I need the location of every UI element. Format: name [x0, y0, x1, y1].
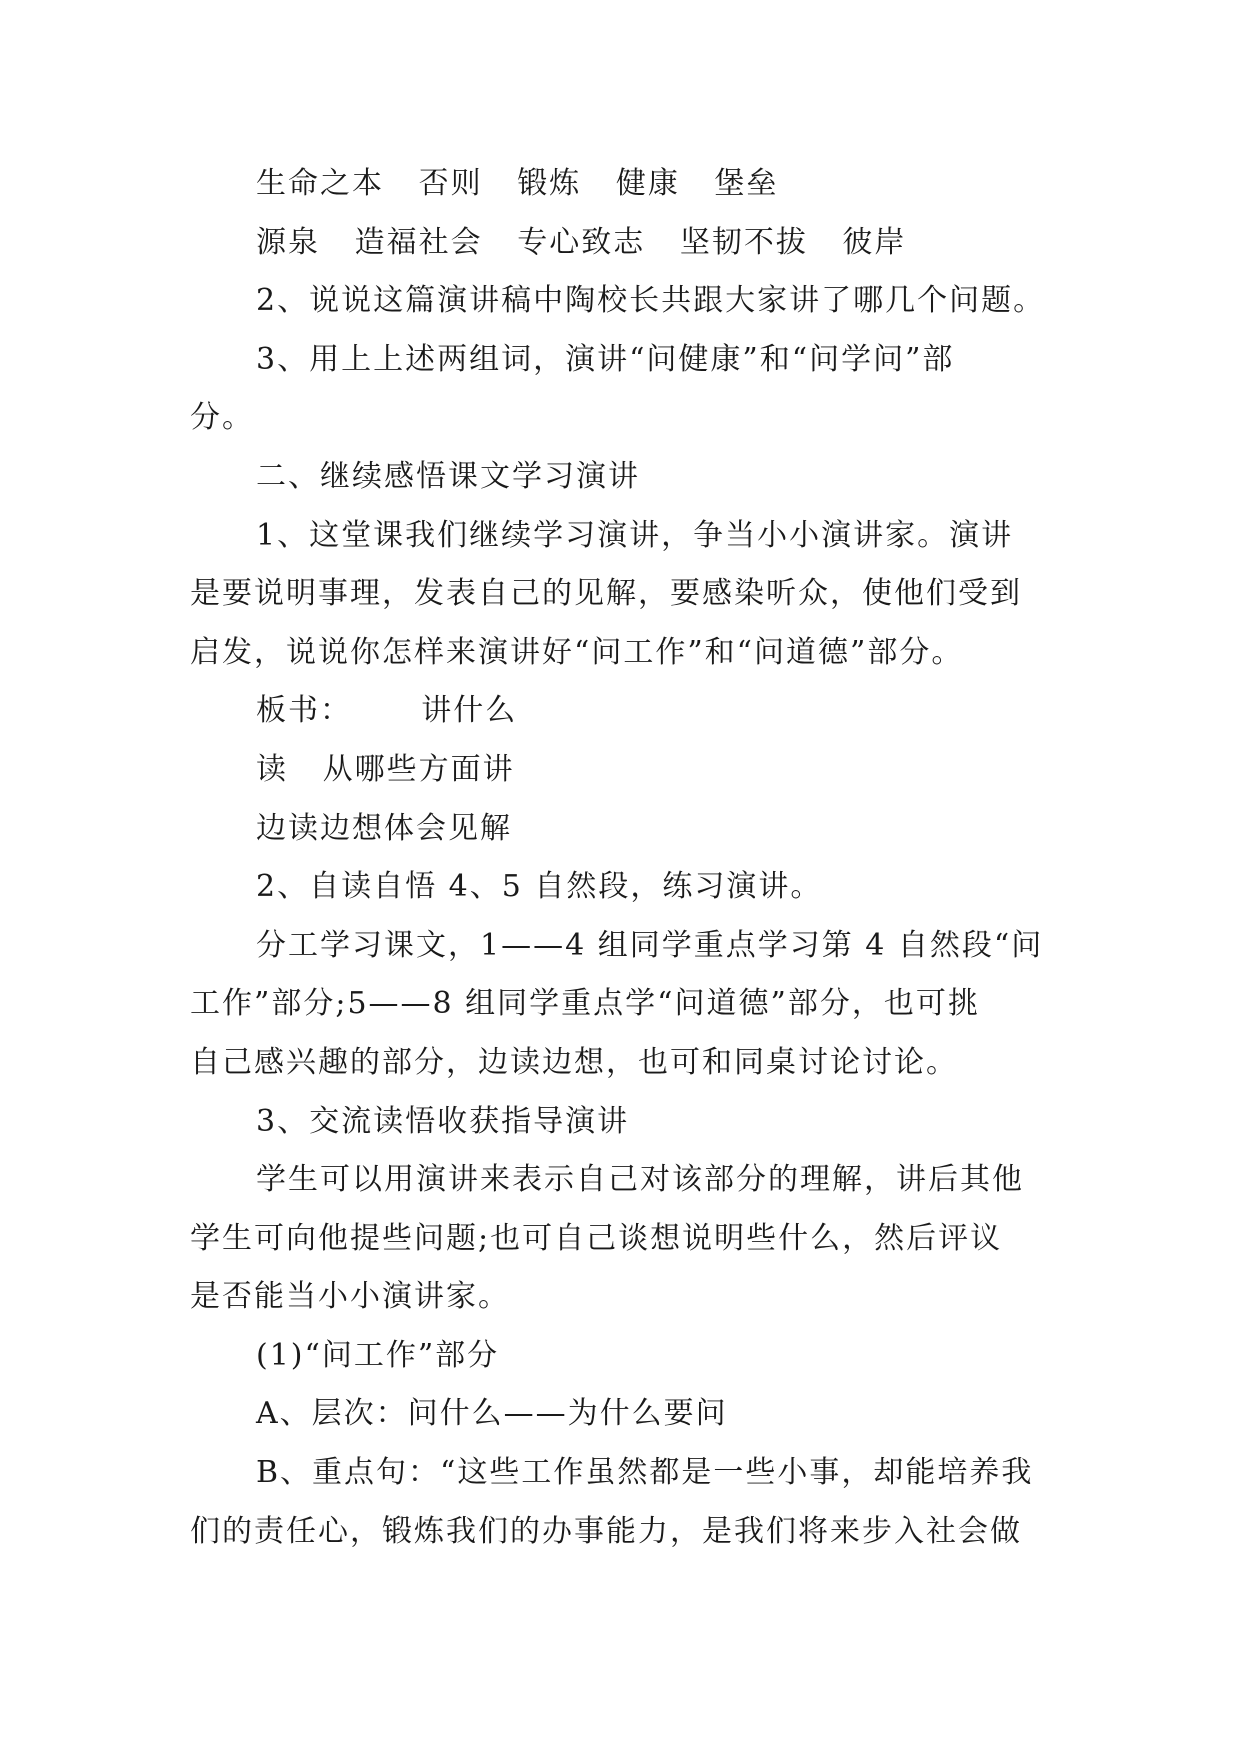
text-line: 分工学习课文，1——4 组同学重点学习第 4 自然段“问	[256, 927, 1044, 963]
text-line: B、重点句：“这些工作虽然都是一些小事，却能培养我	[256, 1455, 1034, 1491]
text-line: 工作”部分;5——8 组同学重点学“问道德”部分，也可挑	[190, 986, 980, 1022]
text-line: 自己感兴趣的部分，边读边想，也可和同桌讨论讨论。	[190, 1044, 958, 1080]
text-line: 学生可以用演讲来表示自己对该部分的理解，讲后其他	[256, 1162, 1024, 1198]
text-line: 生命之本 否则 锻炼 健康 堡垒	[256, 166, 779, 201]
document-body	[190, 155, 1050, 1561]
text-line: 板书： 讲什么	[256, 693, 518, 729]
text-line: 源泉 造福社会 专心致志 坚韧不拔 彼岸	[256, 224, 907, 260]
text-line: 启发，说说你怎样来演讲好“问工作”和“问道德”部分。	[190, 634, 964, 670]
text-line: 2、说说这篇演讲稿中陶校长共跟大家讲了哪几个问题。	[256, 283, 1046, 319]
text-line: 2、自读自悟 4、5 自然段，练习演讲。	[256, 869, 823, 905]
text-line: 3、交流读悟收获指导演讲	[256, 1103, 630, 1139]
text-line: 读 从哪些方面讲	[256, 751, 515, 787]
text-line: 学生可向他提些问题;也可自己谈想说明些什么，然后评议	[190, 1220, 1003, 1256]
text-line: A、层次：问什么——为什么要问	[256, 1396, 728, 1432]
text-line: 是否能当小小演讲家。	[190, 1279, 510, 1315]
text-line: 是要说明事理，发表自己的见解，要感染听众，使他们受到	[190, 576, 1022, 612]
text-line: 们的责任心，锻炼我们的办事能力，是我们将来步入社会做	[190, 1513, 1022, 1549]
text-line: 边读边想体会见解	[256, 810, 512, 846]
text-line: 3、用上上述两组词，演讲“问健康”和“问学问”部	[256, 341, 955, 377]
text-line: 分。	[190, 400, 254, 436]
section-heading: 二、继续感悟课文学习演讲	[256, 458, 640, 494]
text-line: (1)“问工作”部分	[256, 1337, 500, 1373]
text-line: 1、这堂课我们继续学习演讲，争当小小演讲家。演讲	[256, 517, 1014, 553]
